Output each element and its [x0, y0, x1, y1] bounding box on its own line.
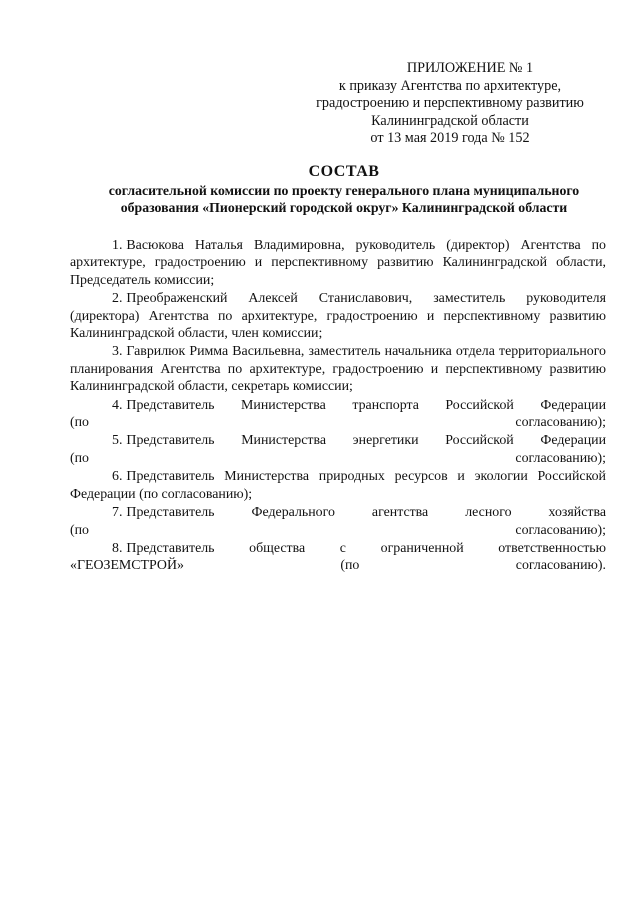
member-number: 4. [112, 397, 123, 413]
member-item [70, 468, 606, 503]
member-approval-note: (по согласованию); [70, 415, 606, 431]
member-approval-note: (по согласованию); [70, 522, 606, 538]
member-text: Представитель Министерства транспорта Российской Федерации [126, 397, 606, 413]
member-item [70, 237, 606, 289]
member-text: Преображенский Алексей Станиславович, заместитель руководителя (директора) Агентства по архитектуре, градостроению и перспективному развитию Калининградской области, член комиссии; [70, 291, 606, 342]
subtitle-line-2: образования «Пионерский городской округ» Калининградской области [120, 200, 568, 215]
appendix-number: ПРИЛОЖЕНИЕ № 1 [406, 60, 534, 76]
appendix-order-line: к приказу Агентства по архитектуре, [338, 77, 562, 94]
subtitle-line-1: согласительной комиссии по проекту генерального плана муниципального [108, 183, 580, 198]
member-item [70, 540, 606, 575]
member-item [70, 290, 606, 342]
appendix-date-line: от 13 мая 2019 года № 152 [370, 130, 530, 146]
member-text: Представитель Министерства энергетики Российской Федерации [126, 433, 606, 449]
member-item [70, 432, 606, 467]
member-number: 6. [112, 469, 123, 485]
member-number: 7. [112, 505, 123, 521]
member-number: 5. [112, 433, 123, 449]
member-text: Представитель Федерального агентства лесного хозяйства [126, 505, 606, 521]
appendix-header [300, 60, 600, 148]
appendix-agency-line: градостроению и перспективному развитию [316, 95, 584, 111]
member-item [70, 397, 606, 432]
member-text: Васюкова Наталья Владимировна, руководитель (директор) Агентства по архитектуре, градостроению и перспективному развитию Калининградской области, Председатель комиссии; [70, 238, 606, 288]
document-subtitle [60, 182, 628, 216]
members-list [70, 237, 606, 576]
member-item [70, 343, 606, 395]
document-title: СОСТАВ [308, 163, 380, 180]
member-text: Представитель общества с ограниченной ответственностью [126, 540, 606, 556]
member-approval-note: «ГЕОЗЕМСТРОЙ» (по согласованию). [70, 558, 606, 574]
member-number: 1. [112, 238, 123, 253]
member-number: 3. [112, 344, 123, 360]
member-item [70, 504, 606, 539]
member-text: Гаврилюк Римма Васильевна, заместитель начальника отдела территориального планирования Агентства по архитектуре, градостроению и перспективному развитию Калининградской области, секретарь комиссии; [70, 344, 606, 395]
member-number: 8. [112, 540, 123, 556]
member-number: 2. [112, 291, 123, 307]
appendix-region-line: Калининградской области [371, 112, 529, 129]
member-text: Представитель Министерства природных ресурсов и экологии Российской Федерации (по согласованию); [70, 469, 606, 502]
member-approval-note: (по согласованию); [70, 450, 606, 466]
